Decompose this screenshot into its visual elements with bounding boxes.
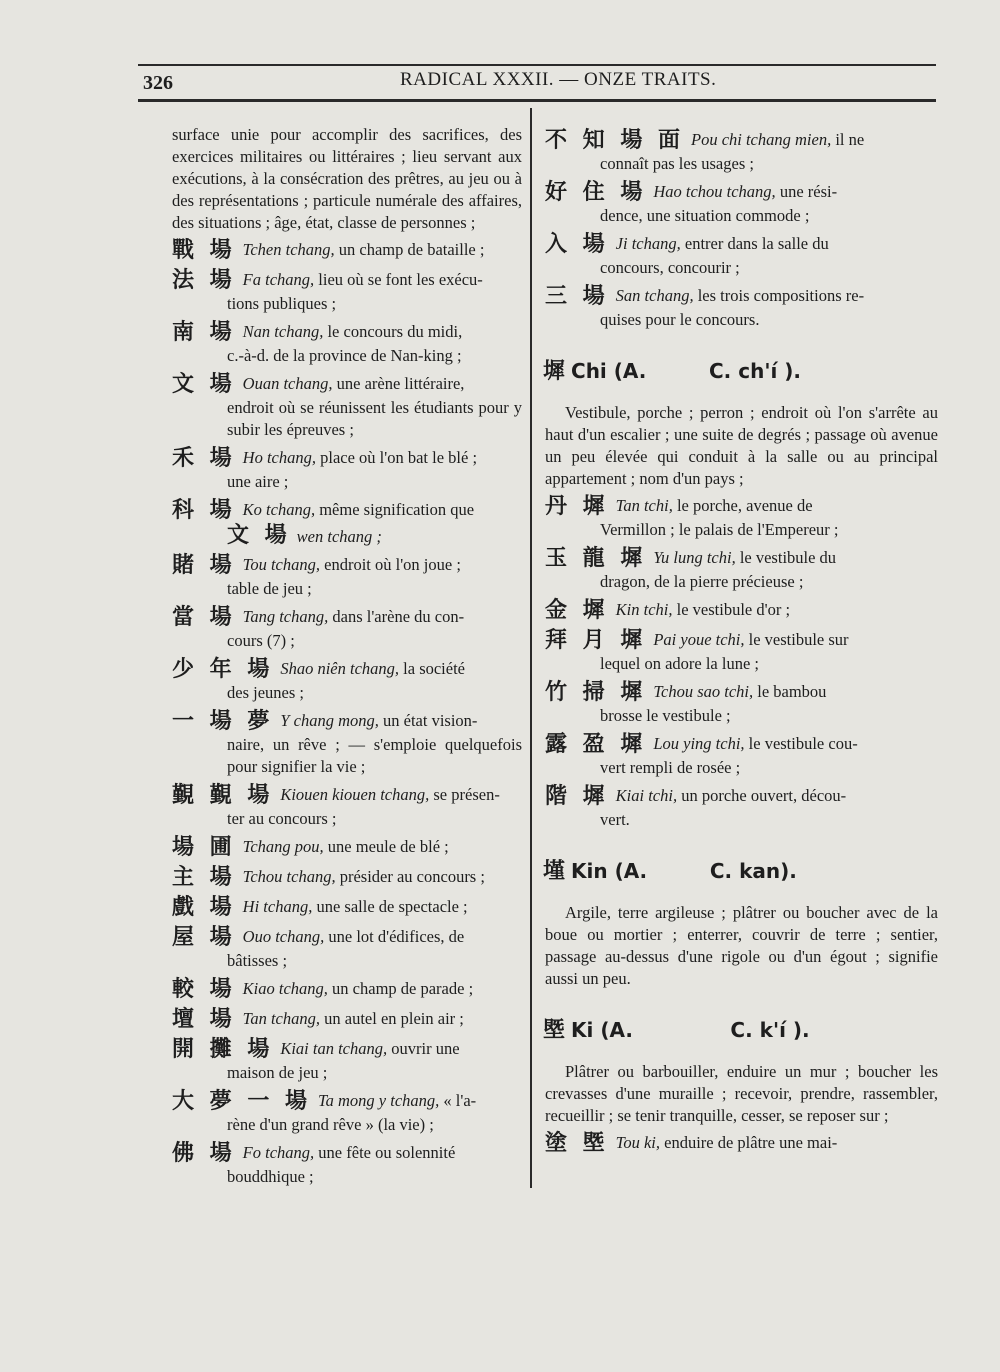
dictionary-entry [545, 1132, 938, 1156]
entry-romanization: Ta mong y tchang, [317, 1091, 440, 1110]
entry-characters: 丹 墀 [545, 494, 609, 519]
entry-characters: 三 場 [545, 284, 609, 309]
entry-romanization: Tchou tchang, [242, 867, 336, 886]
ki-definition: Plâtrer ou barbouiller, enduire un mur ; boucher les crevasses d'une muraille ; recevoir, prendre, rassembler, recueillir ; se tenir tranquille, cesser, se reposer sur ; [545, 1062, 938, 1125]
entry-text [243, 374, 465, 393]
entry-continuation: endroit où se réunissent les étudiants pour y subir les épreuves ; [227, 398, 522, 439]
entry-definition: les trois compositions re- [693, 286, 865, 305]
heading-chi [543, 357, 938, 386]
dictionary-entry [545, 785, 938, 831]
entry-definition: même signification que [315, 500, 475, 519]
entry-characters: 文 場 [227, 523, 291, 548]
entry-characters: 大 夢 一 場 [172, 1089, 311, 1114]
entry-text [280, 1039, 459, 1058]
dictionary-entry [545, 733, 938, 779]
entry-text [653, 630, 848, 649]
entry-romanization: Yu lung tchi, [653, 548, 736, 567]
entry-romanization: Tan tchang, [242, 1009, 320, 1028]
intro-paragraph: surface unie pour accomplir des sacrifices, des exercices militaires ou littéraires ; lieu servant aux exécutions, à la consécration des prêtres, au jeu ou à des représentations ; particule numérale des affaires, des situations ; âge, état, classe de personnes ; [172, 125, 522, 232]
entry-romanization: Ouo tchang, [242, 927, 325, 946]
entry-continuation-ko [227, 525, 522, 548]
entry-characters: 科 場 [172, 498, 236, 523]
running-title: RADICAL XXXII. — ONZE TRAITS. [400, 69, 717, 90]
entry-continuation: vert. [600, 810, 630, 829]
entry-continuation: lequel on adore la lune ; [600, 654, 759, 673]
entry-characters: 塗 塈 [545, 1131, 609, 1156]
entry-continuation: bouddhique ; [227, 1167, 314, 1186]
dictionary-entry [545, 233, 938, 279]
entry-text [280, 785, 500, 804]
entry-characters: 賭 場 [172, 553, 236, 578]
entry-characters: 開 攤 場 [172, 1037, 274, 1062]
entry-continuation: maison de jeu ; [227, 1063, 328, 1082]
entry-definition: une meule de blé ; [323, 837, 449, 856]
entry-characters: 戲 場 [172, 895, 236, 920]
dictionary-entry [172, 239, 522, 263]
entry-romanization: Kiai tan tchang, [280, 1039, 388, 1058]
entry-definition: il ne [831, 130, 865, 149]
entry-text [243, 270, 483, 289]
entry-text [653, 182, 837, 201]
ki-entry-list [545, 1132, 938, 1156]
entry-text [243, 837, 449, 856]
dictionary-entry [172, 321, 522, 367]
chi-definition: Vestibule, porche ; perron ; endroit où l'on s'arrête au haut d'un escalier ; une suite de degrés ; passage où avenue un peu élevée qui conduit à la salle ou au principal appartement ; nom d'un pays ; [545, 403, 938, 488]
entry-definition: dans l'arène du con- [328, 607, 465, 626]
entry-characters: 屋 場 [172, 925, 236, 950]
entry-characters: 戰 場 [172, 238, 236, 263]
entry-text [243, 927, 465, 946]
dictionary-entry [172, 978, 522, 1002]
entry-characters: 禾 場 [172, 446, 236, 471]
entry-text [616, 286, 864, 305]
heading-chi-char: 墀 [543, 359, 566, 384]
dictionary-entry [545, 285, 938, 331]
entry-text [280, 659, 465, 678]
entry-characters: 法 場 [172, 268, 236, 293]
entry-text [243, 1143, 456, 1162]
entry-text [616, 1133, 838, 1152]
entry-characters: 佛 場 [172, 1141, 236, 1166]
chi-entry-list [545, 495, 938, 831]
entry-romanization: Lou ying tchi, [653, 734, 745, 753]
entry-characters: 南 場 [172, 320, 236, 345]
kin-definition: Argile, terre argileuse ; plâtrer ou boucher avec de la boue ou mortier ; enterrer, couvrir de terre ; sentier, passage au-dessus d'une rigole ou d'un égout ; signifie aussi un peu. [545, 903, 938, 988]
entry-characters: 竹 掃 墀 [545, 680, 647, 705]
dictionary-entry [172, 447, 522, 493]
entry-definition: une fête ou solennité [314, 1143, 456, 1162]
entry-romanization: Ko tchang, [242, 500, 316, 519]
entry-romanization: Hi tchang, [242, 897, 313, 916]
entry-definition: un porche ouvert, décou- [677, 786, 847, 805]
entry-definition: « l'a- [439, 1091, 477, 1110]
page-number: 326 [143, 72, 173, 94]
entry-characters: 少 年 場 [172, 657, 274, 682]
entry-continuation: dence, une situation commode ; [600, 206, 810, 225]
entry-text [616, 496, 813, 515]
column-divider [530, 108, 532, 1188]
entry-definition: un état vision- [378, 711, 478, 730]
dictionary-entry [172, 896, 522, 920]
entry-text [653, 548, 836, 567]
entry-romanization: Ji tchang, [615, 234, 681, 253]
entry-text [243, 500, 474, 519]
entry-characters: 較 場 [172, 977, 236, 1002]
entry-characters: 玉 龍 墀 [545, 546, 647, 571]
entry-continuation: naire, un rêve ; — s'emploie quelquefois pour signifier la vie ; [227, 735, 522, 776]
dictionary-entry [545, 681, 938, 727]
entry-text [243, 240, 485, 259]
entry-continuation: Vermillon ; le palais de l'Empereur ; [600, 520, 839, 539]
entry-characters: 不 知 場 面 [545, 128, 684, 153]
entry-definition: un champ de parade ; [327, 979, 474, 998]
entry-definition: une arène littéraire, [332, 374, 465, 393]
dictionary-entry [545, 495, 938, 541]
dictionary-entry [172, 1008, 522, 1032]
entry-definition: entrer dans la salle du [680, 234, 829, 253]
entry-characters: 階 墀 [545, 784, 609, 809]
entry-continuation: tions publiques ; [227, 294, 337, 313]
entry-continuation: cours (7) ; [227, 631, 295, 650]
dictionary-entry [172, 1090, 522, 1136]
entry-definition: le porche, avenue de [672, 496, 813, 515]
dictionary-entry [545, 599, 938, 623]
entry-definition: un champ de bataille ; [334, 240, 485, 259]
entry-romanization: Kiai tchi, [615, 786, 678, 805]
header-bottom-rule [138, 99, 936, 102]
entry-text [243, 1009, 464, 1028]
entry-text [243, 555, 461, 574]
heading-kin-text: Kin (A. C. kan). [571, 859, 797, 883]
entry-romanization: Tang tchang, [242, 607, 329, 626]
entry-definition: le vestibule cou- [744, 734, 858, 753]
entry-characters: 覲 覲 場 [172, 783, 274, 808]
entry-text [653, 734, 857, 753]
entry-text [616, 600, 790, 619]
entry-definition: le concours du midi, [323, 322, 463, 341]
header-top-rule [138, 64, 936, 66]
heading-ki-char: 塈 [543, 1018, 566, 1043]
entry-characters: 文 場 [172, 372, 236, 397]
entry-romanization: Pou chi tchang mien, [690, 130, 832, 149]
entry-text [243, 607, 464, 626]
dictionary-entry [545, 629, 938, 675]
entry-continuation: quises pour le concours. [600, 310, 760, 329]
entry-continuation: brosse le vestibule ; [600, 706, 731, 725]
entry-continuation: rène d'un grand rêve » (la vie) ; [227, 1115, 434, 1134]
entry-continuation: des jeunes ; [227, 683, 304, 702]
entry-text [243, 867, 485, 886]
entry-characters: 露 盈 墀 [545, 732, 647, 757]
entry-definition: place où l'on bat le blé ; [316, 448, 478, 467]
entry-definition: une salle de spectacle ; [312, 897, 468, 916]
dictionary-entry [172, 373, 522, 441]
heading-ki [543, 1016, 938, 1045]
entry-definition: lieu où se font les exécu- [314, 270, 483, 289]
dictionary-entry [172, 784, 522, 830]
dictionary-entry [172, 1038, 522, 1084]
right-entry-list [545, 129, 938, 331]
entry-text [280, 711, 477, 730]
entry-text [318, 1091, 476, 1110]
entry-romanization: Kiao tchang, [242, 979, 328, 998]
entry-characters: 當 場 [172, 605, 236, 630]
dictionary-entry [172, 866, 522, 890]
entry-continuation: table de jeu ; [227, 579, 312, 598]
entry-text [616, 234, 829, 253]
entry-continuation: concours, concourir ; [600, 258, 740, 277]
entry-continuation: ter au concours ; [227, 809, 337, 828]
heading-ki-text: Ki (A. C. k'í ). [571, 1018, 810, 1042]
entry-text [616, 786, 846, 805]
entry-romanization: Ho tchang, [242, 448, 316, 467]
entry-romanization: Ouan tchang, [242, 374, 333, 393]
entry-text [243, 322, 463, 341]
entry-characters: 好 住 場 [545, 180, 647, 205]
entry-romanization: Fo tchang, [242, 1143, 315, 1162]
dictionary-entry [172, 836, 522, 860]
dictionary-entry [172, 606, 522, 652]
entry-definition: endroit où l'on joue ; [320, 555, 461, 574]
left-column [172, 124, 522, 1194]
entry-characters: 入 場 [545, 232, 609, 257]
entry-characters: 主 場 [172, 865, 236, 890]
dictionary-entry [172, 710, 522, 778]
heading-kin [543, 857, 938, 886]
entry-continuation: une aire ; [227, 472, 289, 491]
heading-kin-char: 墐 [543, 859, 566, 884]
entry-romanization: Fa tchang, [242, 270, 315, 289]
entry-romanization: Tchen tchang, [242, 240, 335, 259]
entry-definition: le vestibule du [735, 548, 837, 567]
entry-romanization: wen tchang ; [296, 527, 382, 546]
dictionary-entry [545, 547, 938, 593]
entry-text [653, 682, 826, 701]
entry-romanization: Tchang pou, [242, 837, 324, 856]
entry-romanization: Y chang mong, [280, 711, 379, 730]
entry-text [691, 130, 864, 149]
entry-continuation: bâtisses ; [227, 951, 288, 970]
dictionary-entry [545, 129, 938, 175]
entry-characters: 金 墀 [545, 598, 609, 623]
entry-romanization: Kin tchi, [615, 600, 673, 619]
entry-definition: le vestibule d'or ; [672, 600, 791, 619]
entry-continuation: dragon, de la pierre précieuse ; [600, 572, 804, 591]
entry-definition: la société [399, 659, 465, 678]
entry-text [243, 448, 477, 467]
entry-definition: le vestibule sur [744, 630, 849, 649]
entry-continuation: vert rempli de rosée ; [600, 758, 741, 777]
entry-romanization: Pai youe tchi, [653, 630, 745, 649]
dictionary-entry [172, 1142, 522, 1188]
entry-romanization: Tan tchi, [615, 496, 673, 515]
dictionary-entry [545, 181, 938, 227]
entry-definition: présider au concours ; [335, 867, 485, 886]
entry-continuation: c.-à-d. de la province de Nan-king ; [227, 346, 462, 365]
entry-definition: enduire de plâtre une mai- [660, 1133, 838, 1152]
dictionary-entry [172, 499, 522, 523]
entry-romanization: Tou ki, [615, 1133, 660, 1152]
dictionary-entry [172, 658, 522, 704]
entry-characters: 一 場 夢 [172, 709, 274, 734]
entry-continuation: connaît pas les usages ; [600, 154, 754, 173]
entry-romanization: Kiouen kiouen tchang, [280, 785, 430, 804]
entry-romanization: Tou tchang, [242, 555, 320, 574]
entry-romanization: Tchou sao tchi, [653, 682, 754, 701]
entry-definition: un autel en plein air ; [320, 1009, 464, 1028]
entry-romanization: San tchang, [615, 286, 694, 305]
entry-definition: ouvrir une [387, 1039, 460, 1058]
entry-characters: 拜 月 墀 [545, 628, 647, 653]
dictionary-entry [172, 926, 522, 972]
entry-characters: 壇 場 [172, 1007, 236, 1032]
dictionary-entry [172, 269, 522, 315]
entry-text [243, 979, 473, 998]
entry-definition: se présen- [429, 785, 500, 804]
entry-romanization: Shao niên tchang, [280, 659, 400, 678]
entry-definition: une lot d'édifices, de [324, 927, 465, 946]
entry-romanization: Hao tchou tchang, [653, 182, 776, 201]
entry-characters: 場 圃 [172, 835, 236, 860]
right-column [545, 124, 938, 1162]
entry-romanization: Nan tchang, [242, 322, 324, 341]
entry-definition: une rési- [775, 182, 838, 201]
left-entry-list [172, 239, 522, 1188]
entry-definition: le bambou [753, 682, 827, 701]
dictionary-entry [172, 554, 522, 600]
entry-text [243, 897, 468, 916]
heading-chi-text: Chi (A. C. ch'í ). [571, 359, 802, 383]
